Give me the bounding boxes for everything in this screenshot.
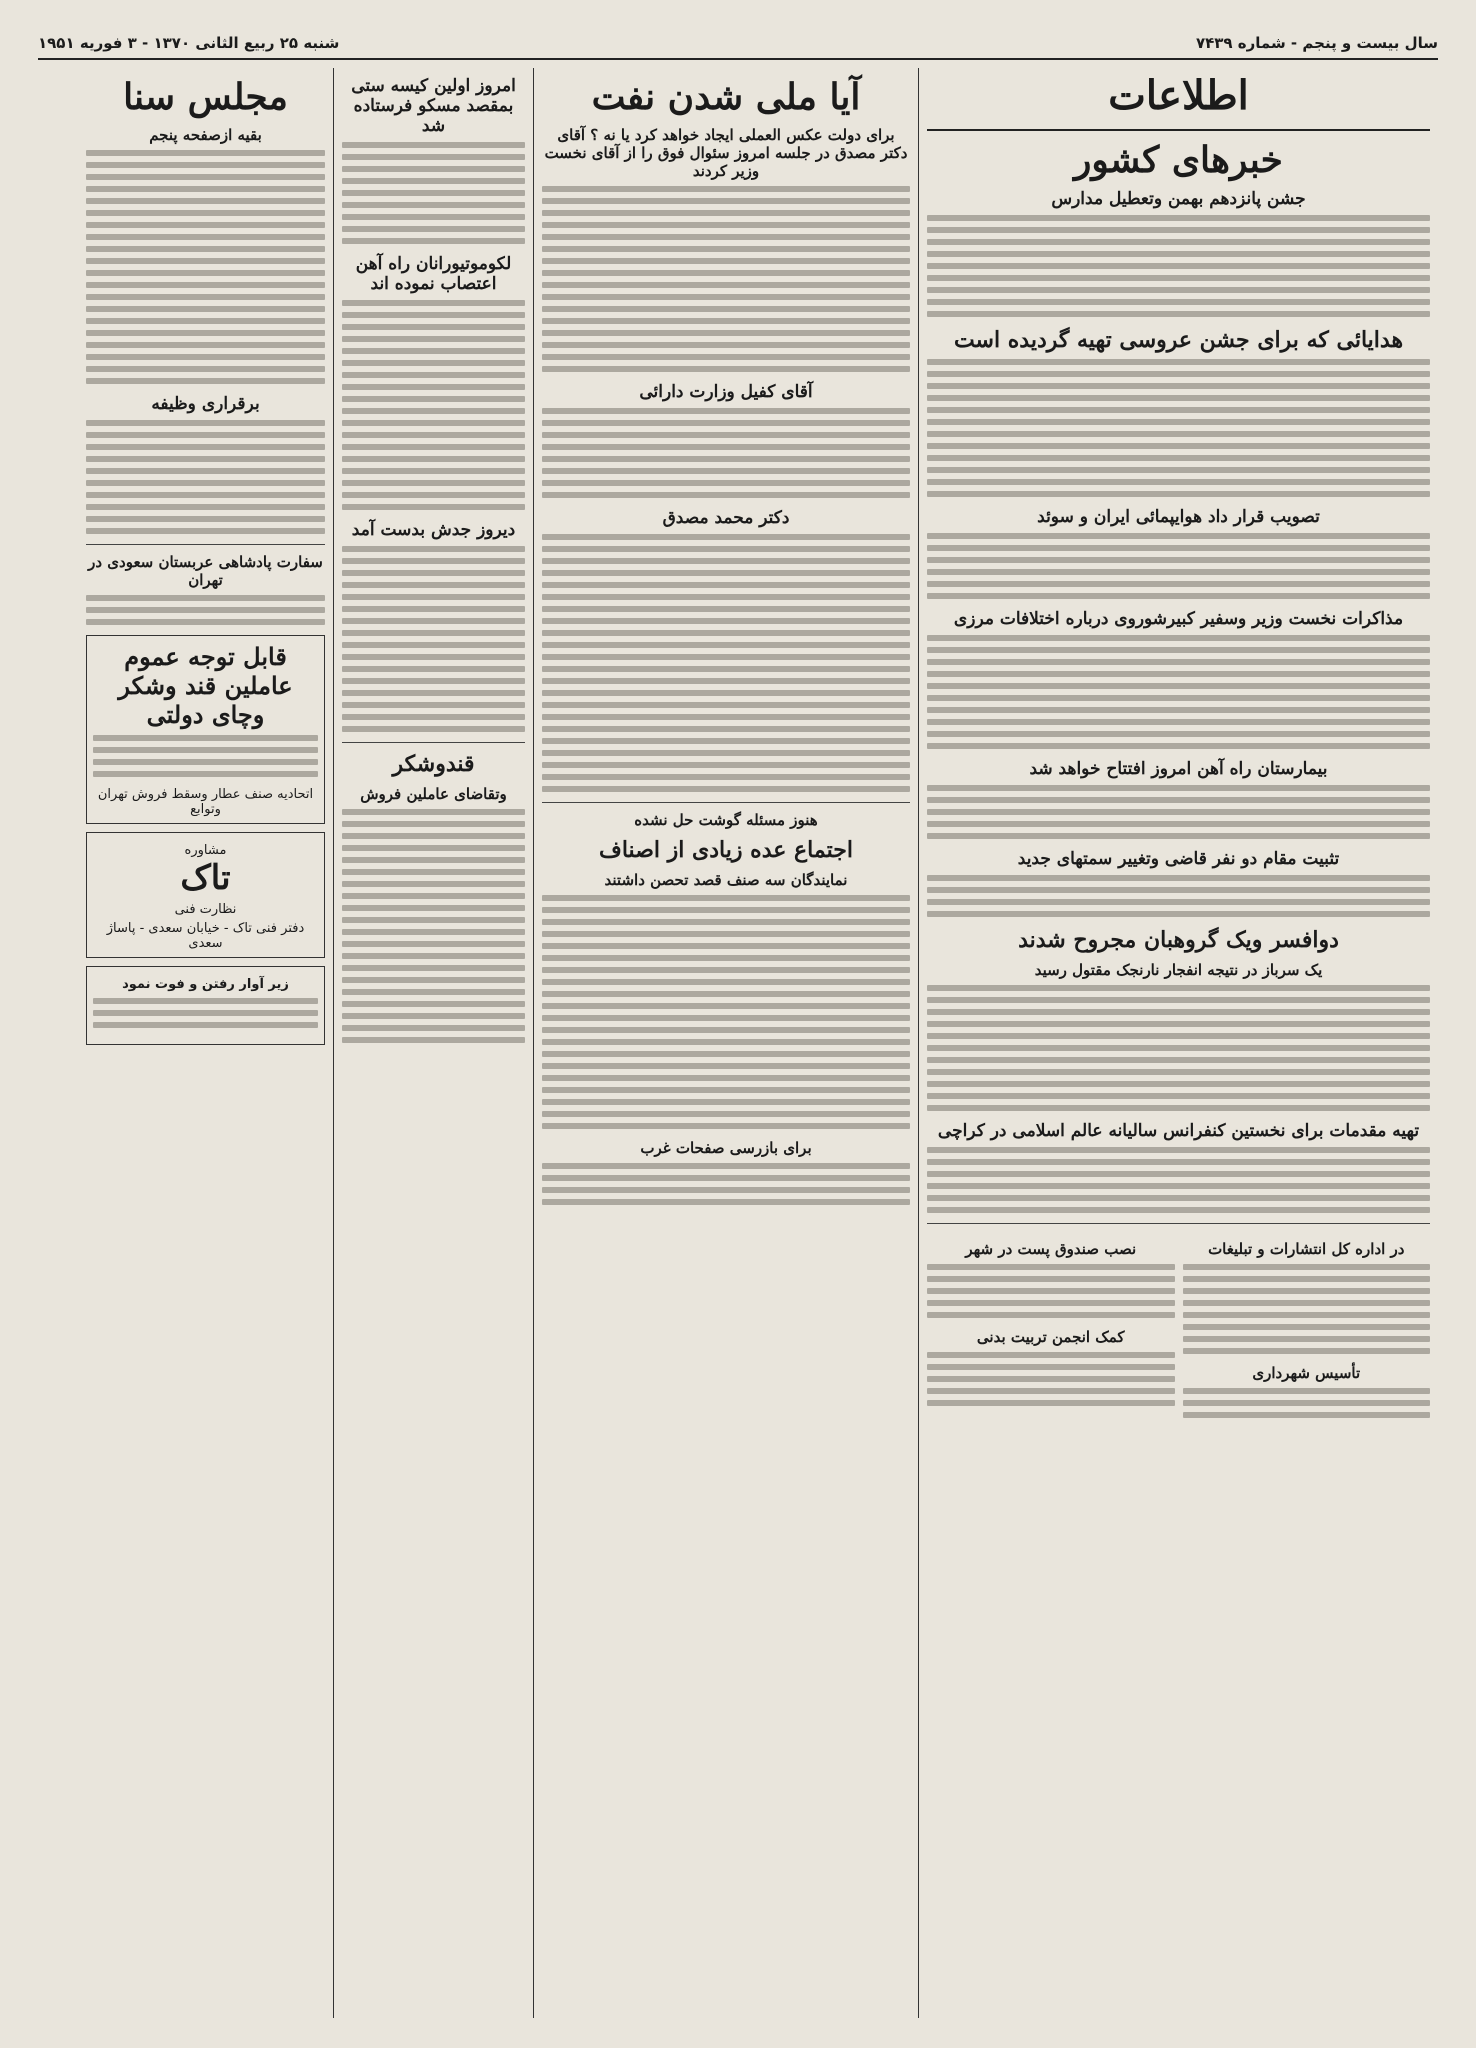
ad-tak-sub: نظارت فنی: [174, 902, 237, 917]
subheadline-union: نمایندگان سه صنف قصد تحصن داشتند: [604, 871, 848, 889]
article-body: [342, 142, 525, 244]
article-body: [542, 186, 910, 372]
notice-saudi-embassy: سفارت پادشاهی عربستان سعودی در تهران: [88, 553, 323, 589]
divider: [927, 1223, 1430, 1224]
headline-pension: برقراری وظیفه: [151, 394, 260, 414]
headline-oil: آیا ملی شدن نفت: [591, 76, 861, 118]
headline-hospital: بیمارستان راه آهن امروز افتتاح خواهد شد: [1029, 759, 1328, 779]
ad-body: [93, 735, 318, 777]
ad-sugar-tea-title: قابل توجه عموم عاملین قند وشکر وچای دولتی: [118, 642, 293, 729]
headline-sugar: قندوشکر: [392, 751, 475, 777]
ad-condolence-title: زیر آوار رفتن و فوت نمود: [122, 977, 289, 992]
headline-rail-strike: لکوموتیورانان راه آهن اعتصاب نموده اند: [355, 254, 512, 294]
subheadline-senate: بقیه ازصفحه پنجم: [149, 126, 262, 144]
bottom-briefs: [927, 1232, 1430, 1428]
headline-sports-aid: کمک انجمن تربیت بدنی: [976, 1328, 1125, 1346]
ad-body: [93, 998, 318, 1028]
article-body: [927, 785, 1430, 839]
ad-condolence: [86, 966, 325, 1045]
headline-municipality: تأسیس شهرداری: [1252, 1364, 1361, 1382]
article-body: [86, 595, 325, 625]
divider: [542, 802, 910, 803]
headline-police: دوافسر ویک گروهبان مجروح شدند: [1018, 927, 1339, 953]
column-national-news: [918, 68, 1438, 2018]
date-line: [38, 34, 1438, 60]
signature: دکتر محمد مصدق: [662, 508, 790, 528]
ad-sugar-tea-signature: اتحادیه صنف عطار وسقط فروش تهران وتوابع: [97, 787, 314, 817]
article-body: [927, 875, 1430, 917]
article-body: [342, 809, 525, 1043]
article-body: [542, 408, 910, 498]
article-body: [927, 359, 1430, 497]
headline-judges: تثبیت مقام دو نفر قاضی وتغییر سمتهای جدید: [1017, 849, 1340, 869]
article-body: [342, 546, 525, 732]
article-body: [927, 985, 1430, 1111]
article-body: [927, 635, 1430, 749]
article-body: [86, 420, 325, 534]
headline-wedding: هدایائی که برای جشن عروسی تهیه گردیده است: [953, 327, 1404, 353]
headline-border-talks: مذاکرات نخست وزیر وسفیر کبیرشوروی درباره اختلافات مرزی: [953, 609, 1404, 629]
ad-tak: [86, 832, 325, 958]
columns: [38, 68, 1438, 2018]
ad-tak-label: مشاوره: [184, 843, 227, 858]
masthead: اطلاعات: [927, 68, 1430, 131]
article-body: [542, 534, 910, 792]
headline-conference: تهیه مقدمات برای نخستین کنفرانس سالیانه عالم اسلامی در کراچی: [937, 1121, 1420, 1141]
article-body: [927, 1352, 1175, 1406]
divider: [342, 742, 525, 743]
article-body: [86, 150, 325, 384]
column-senate: [78, 68, 333, 2018]
article-body: [1183, 1388, 1431, 1418]
headline-aid-moscow: امروز اولین کیسه ستی بمقصد مسکو فرستاده شد: [351, 76, 516, 136]
headline-deputy-finance: آقای کفیل وزارت دارائی: [639, 382, 813, 402]
article-body: [927, 215, 1430, 317]
subheadline-oil: برای دولت عکس العملی ایجاد خواهد کرد یا نه ؟ آقای دکتر مصدق در جلسه امروز سئوال فوق را از آقای نخست وزیر کردند: [544, 126, 908, 180]
ad-tak-address: دفتر فنی تاک - خیابان سعدی - پاساژ سعدی: [106, 921, 305, 951]
subheadline-sugar: وتقاضای عاملین فروش: [360, 785, 507, 803]
headline-air-treaty: تصویب قرار داد هوایپمائی ایران و سوئد: [1037, 507, 1320, 527]
article-body: [1183, 1264, 1431, 1354]
column-middle: [333, 68, 533, 2018]
article-body: [542, 1163, 910, 1205]
article-body: [927, 533, 1430, 599]
article-body: [542, 895, 910, 1129]
ad-sugar-tea: [86, 635, 325, 824]
headline-ads-office: در اداره کل انتشارات و تبلیغات: [1208, 1240, 1405, 1258]
headline-schools: جشن پانزدهم بهمن وتعطیل مدارس: [1051, 189, 1306, 209]
article-body: [927, 1147, 1430, 1213]
article-body: [927, 1264, 1175, 1318]
headline-body-found: دیروز جدش بدست آمد: [351, 520, 516, 540]
article-body: [342, 300, 525, 510]
issue-line: سال بیست و پنجم - شماره ۷۴۳۹: [1195, 34, 1438, 52]
divider: [86, 544, 325, 545]
pre-headline-union: هنوز مسئله گوشت حل نشده: [634, 811, 818, 829]
headline-union: اجتماع عده زیادی از اصناف: [599, 837, 853, 863]
headline-west-inspection: برای بازرسی صفحات غرب: [640, 1139, 812, 1157]
column-oil: [533, 68, 918, 2018]
subheadline-police: یک سرباز در نتیجه انفجار نارنجک مقتول رسید: [1034, 961, 1323, 979]
headline-ballot: نصب صندوق پست در شهر: [965, 1240, 1137, 1258]
section-title-national: خبرهای کشور: [1074, 139, 1283, 181]
date-text: شنبه ۲۵ ربیع الثانی ۱۳۷۰ - ۳ فوریه ۱۹۵۱: [38, 34, 340, 52]
ad-tak-name: تاک: [180, 858, 231, 898]
headline-senate: مجلس سنا: [123, 76, 288, 118]
